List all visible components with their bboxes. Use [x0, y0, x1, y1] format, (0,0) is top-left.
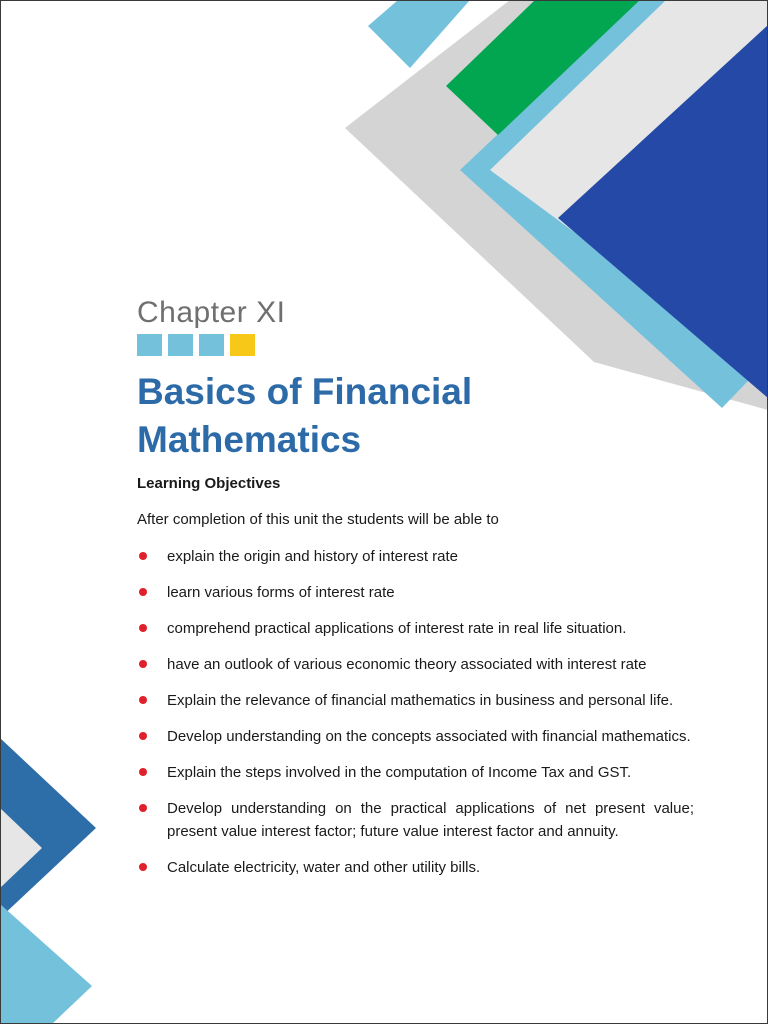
objectives-intro: After completion of this unit the students will be able to	[137, 511, 499, 528]
bullet-icon	[139, 588, 147, 596]
bullet-icon	[139, 732, 147, 740]
learning-objectives-heading: Learning Objectives	[137, 475, 281, 492]
list-item: have an outlook of various economic theory associated with interest rate	[137, 653, 694, 676]
bullet-icon	[139, 552, 147, 560]
bullet-icon	[139, 624, 147, 632]
list-item: Calculate electricity, water and other utility bills.	[137, 856, 694, 879]
bullet-icon	[139, 804, 147, 812]
bullet-icon	[139, 768, 147, 776]
color-squares	[137, 334, 255, 356]
list-item: comprehend practical applications of interest rate in real life situation.	[137, 617, 694, 640]
list-item: Explain the steps involved in the computation of Income Tax and GST.	[137, 761, 694, 784]
bullet-icon	[139, 660, 147, 668]
list-item: learn various forms of interest rate	[137, 581, 694, 604]
bullet-icon	[139, 863, 147, 871]
list-item: Develop understanding on the practical applications of net present value; present value interest factor; future value interest factor and annuity.	[137, 797, 694, 843]
objectives-list	[137, 545, 694, 892]
square-2	[168, 334, 193, 356]
list-item: explain the origin and history of interest rate	[137, 545, 694, 568]
square-1	[137, 334, 162, 356]
bullet-icon	[139, 696, 147, 704]
list-item: Develop understanding on the concepts associated with financial mathematics.	[137, 725, 694, 748]
list-item: Explain the relevance of financial mathematics in business and personal life.	[137, 689, 694, 712]
light-blue-triangle	[0, 904, 92, 1024]
chapter-label: Chapter XI	[137, 296, 286, 329]
chapter-title: Basics of Financial Mathematics	[137, 371, 473, 460]
square-4	[230, 334, 255, 356]
square-3	[199, 334, 224, 356]
